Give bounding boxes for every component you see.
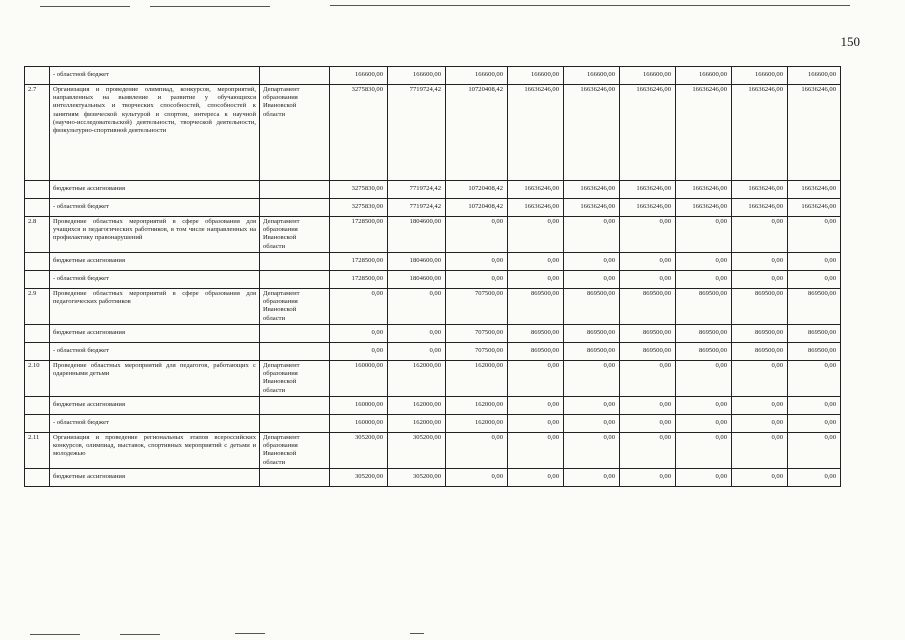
value-cell: 166600,00	[732, 67, 788, 85]
row-index	[25, 270, 50, 288]
value-cell: 0,00	[732, 360, 788, 396]
value-cell: 0,00	[564, 396, 620, 414]
value-cell: 0,00	[732, 252, 788, 270]
value-cell: 0,00	[508, 360, 564, 396]
row-name: бюджетные ассигнования	[50, 252, 260, 270]
row-department	[260, 342, 330, 360]
scan-artifact-bottom	[235, 633, 265, 634]
value-cell: 1728500,00	[330, 252, 388, 270]
table-row-main	[25, 432, 841, 468]
table-row-sub	[25, 181, 841, 199]
value-cell: 0,00	[388, 288, 446, 324]
value-cell: 0,00	[564, 360, 620, 396]
row-name: бюджетные ассигнования	[50, 181, 260, 199]
value-cell: 1728500,00	[330, 217, 388, 253]
value-cell: 0,00	[620, 217, 676, 253]
row-index	[25, 468, 50, 486]
value-cell: 0,00	[620, 360, 676, 396]
value-cell: 0,00	[732, 432, 788, 468]
value-cell: 16636246,00	[732, 85, 788, 181]
value-cell: 0,00	[508, 468, 564, 486]
value-cell: 707500,00	[446, 324, 508, 342]
row-name: бюджетные ассигнования	[50, 468, 260, 486]
value-cell: 0,00	[508, 396, 564, 414]
value-cell: 869500,00	[564, 288, 620, 324]
value-cell: 869500,00	[620, 342, 676, 360]
value-cell: 869500,00	[732, 324, 788, 342]
value-cell: 166600,00	[388, 67, 446, 85]
value-cell: 0,00	[446, 270, 508, 288]
row-index: 2.8	[25, 217, 50, 253]
value-cell: 1804600,00	[388, 270, 446, 288]
table-row-sub	[25, 199, 841, 217]
value-cell: 0,00	[330, 288, 388, 324]
value-cell: 0,00	[788, 396, 841, 414]
value-cell: 305200,00	[330, 468, 388, 486]
value-cell: 869500,00	[620, 324, 676, 342]
page-number: 150	[840, 34, 860, 49]
table-row-sub	[25, 324, 841, 342]
value-cell: 0,00	[676, 360, 732, 396]
value-cell: 16636246,00	[788, 85, 841, 181]
value-cell: 0,00	[788, 468, 841, 486]
value-cell: 0,00	[620, 432, 676, 468]
value-cell: 16636246,00	[676, 199, 732, 217]
value-cell: 0,00	[676, 414, 732, 432]
row-index: 2.10	[25, 360, 50, 396]
table-row-sub	[25, 252, 841, 270]
value-cell: 0,00	[388, 342, 446, 360]
scan-artifact-bottom	[30, 634, 80, 635]
row-department	[260, 396, 330, 414]
value-cell: 305200,00	[388, 468, 446, 486]
value-cell: 16636246,00	[732, 199, 788, 217]
value-cell: 0,00	[676, 252, 732, 270]
row-department	[260, 67, 330, 85]
row-name: бюджетные ассигнования	[50, 324, 260, 342]
value-cell: 0,00	[564, 414, 620, 432]
scan-artifact-bottom	[120, 634, 160, 635]
row-name: - областной бюджет	[50, 270, 260, 288]
value-cell: 0,00	[508, 414, 564, 432]
table-row-sub	[25, 414, 841, 432]
row-index	[25, 181, 50, 199]
value-cell: 0,00	[330, 324, 388, 342]
table-row-main	[25, 288, 841, 324]
value-cell: 869500,00	[676, 342, 732, 360]
value-cell: 869500,00	[508, 324, 564, 342]
value-cell: 3275830,00	[330, 181, 388, 199]
value-cell: 707500,00	[446, 342, 508, 360]
value-cell: 0,00	[446, 468, 508, 486]
row-index	[25, 67, 50, 85]
table-row-sub	[25, 342, 841, 360]
value-cell: 869500,00	[788, 288, 841, 324]
value-cell: 10720408,42	[446, 85, 508, 181]
value-cell: 0,00	[788, 432, 841, 468]
value-cell: 16636246,00	[564, 199, 620, 217]
value-cell: 7719724,42	[388, 199, 446, 217]
value-cell: 162000,00	[388, 414, 446, 432]
value-cell: 0,00	[620, 270, 676, 288]
value-cell: 0,00	[564, 432, 620, 468]
value-cell: 3275830,00	[330, 85, 388, 181]
row-department: Департамент образования Ивановской области	[260, 432, 330, 468]
row-department	[260, 324, 330, 342]
value-cell: 0,00	[788, 270, 841, 288]
row-name: Организация и проведение олимпиад, конкурсов, мероприятий, направленных на выявление и развитие у обучающихся интеллектуальных и творческих способностей, способностей к занятиям физической культурой и спортом, интереса к научной (научно-исследовательской) деятельности, творческой деятельности, физкультурно-спортивной деятельности	[50, 85, 260, 181]
value-cell: 0,00	[446, 252, 508, 270]
scan-artifact-top	[150, 6, 270, 7]
row-name: Проведение областных мероприятий для педагогов, работающих с одаренными детьми	[50, 360, 260, 396]
value-cell: 7719724,42	[388, 181, 446, 199]
value-cell: 0,00	[564, 468, 620, 486]
row-name: бюджетные ассигнования	[50, 396, 260, 414]
value-cell: 160000,00	[330, 360, 388, 396]
value-cell: 0,00	[388, 324, 446, 342]
row-department	[260, 199, 330, 217]
value-cell: 0,00	[564, 270, 620, 288]
value-cell: 16636246,00	[788, 199, 841, 217]
value-cell: 869500,00	[564, 324, 620, 342]
value-cell: 0,00	[732, 217, 788, 253]
value-cell: 869500,00	[620, 288, 676, 324]
scan-artifact-top	[40, 6, 130, 7]
row-department	[260, 252, 330, 270]
value-cell: 0,00	[788, 217, 841, 253]
table-row-main	[25, 217, 841, 253]
table-body	[25, 67, 841, 487]
value-cell: 166600,00	[676, 67, 732, 85]
value-cell: 869500,00	[676, 288, 732, 324]
value-cell: 0,00	[508, 270, 564, 288]
row-index: 2.11	[25, 432, 50, 468]
row-index: 2.9	[25, 288, 50, 324]
value-cell: 160000,00	[330, 396, 388, 414]
value-cell: 0,00	[732, 270, 788, 288]
value-cell: 0,00	[564, 217, 620, 253]
value-cell: 305200,00	[388, 432, 446, 468]
row-index	[25, 342, 50, 360]
row-index	[25, 414, 50, 432]
value-cell: 0,00	[446, 217, 508, 253]
value-cell: 7719724,42	[388, 85, 446, 181]
value-cell: 869500,00	[508, 342, 564, 360]
value-cell: 16636246,00	[788, 181, 841, 199]
value-cell: 162000,00	[388, 360, 446, 396]
value-cell: 0,00	[508, 432, 564, 468]
value-cell: 0,00	[676, 468, 732, 486]
value-cell: 16636246,00	[508, 85, 564, 181]
value-cell: 16636246,00	[564, 181, 620, 199]
scan-artifact-bottom	[410, 633, 424, 634]
row-name: - областной бюджет	[50, 414, 260, 432]
value-cell: 305200,00	[330, 432, 388, 468]
value-cell: 0,00	[620, 396, 676, 414]
value-cell: 0,00	[788, 360, 841, 396]
value-cell: 0,00	[620, 468, 676, 486]
value-cell: 166600,00	[330, 67, 388, 85]
value-cell: 1728500,00	[330, 270, 388, 288]
value-cell: 0,00	[676, 396, 732, 414]
value-cell: 16636246,00	[508, 181, 564, 199]
row-department: Департамент образования Ивановской области	[260, 360, 330, 396]
row-name: - областной бюджет	[50, 67, 260, 85]
value-cell: 0,00	[676, 270, 732, 288]
row-name: Проведение областных мероприятий в сфере образования для педагогических работников	[50, 288, 260, 324]
value-cell: 3275830,00	[330, 199, 388, 217]
table-row-main	[25, 85, 841, 181]
value-cell: 16636246,00	[732, 181, 788, 199]
row-index	[25, 199, 50, 217]
row-index	[25, 324, 50, 342]
value-cell: 0,00	[446, 432, 508, 468]
value-cell: 0,00	[676, 432, 732, 468]
value-cell: 869500,00	[788, 324, 841, 342]
value-cell: 166600,00	[446, 67, 508, 85]
row-name: Проведение областных мероприятий в сфере образования для учащихся и педагогических работников, в том числе направленных на профилактику правонарушений	[50, 217, 260, 253]
value-cell: 0,00	[732, 396, 788, 414]
value-cell: 0,00	[508, 252, 564, 270]
value-cell: 166600,00	[564, 67, 620, 85]
value-cell: 869500,00	[732, 342, 788, 360]
value-cell: 0,00	[620, 252, 676, 270]
row-department: Департамент образования Ивановской области	[260, 288, 330, 324]
table-row-sub	[25, 67, 841, 85]
value-cell: 160000,00	[330, 414, 388, 432]
value-cell: 1804600,00	[388, 217, 446, 253]
value-cell: 869500,00	[788, 342, 841, 360]
value-cell: 869500,00	[676, 324, 732, 342]
value-cell: 10720408,42	[446, 181, 508, 199]
value-cell: 0,00	[620, 414, 676, 432]
value-cell: 0,00	[788, 252, 841, 270]
value-cell: 869500,00	[732, 288, 788, 324]
value-cell: 166600,00	[620, 67, 676, 85]
value-cell: 166600,00	[508, 67, 564, 85]
value-cell: 162000,00	[446, 396, 508, 414]
row-department	[260, 414, 330, 432]
value-cell: 16636246,00	[620, 181, 676, 199]
table-row-sub	[25, 396, 841, 414]
row-index: 2.7	[25, 85, 50, 181]
row-department: Департамент образования Ивановской области	[260, 85, 330, 181]
value-cell: 162000,00	[446, 360, 508, 396]
row-index	[25, 396, 50, 414]
table-row-main	[25, 360, 841, 396]
value-cell: 162000,00	[388, 396, 446, 414]
value-cell: 0,00	[732, 468, 788, 486]
row-department: Департамент образования Ивановской области	[260, 217, 330, 253]
row-name: - областной бюджет	[50, 199, 260, 217]
value-cell: 869500,00	[508, 288, 564, 324]
row-department	[260, 468, 330, 486]
value-cell: 0,00	[676, 217, 732, 253]
value-cell: 16636246,00	[564, 85, 620, 181]
value-cell: 162000,00	[446, 414, 508, 432]
value-cell: 1804600,00	[388, 252, 446, 270]
value-cell: 869500,00	[564, 342, 620, 360]
value-cell: 0,00	[732, 414, 788, 432]
table-row-sub	[25, 270, 841, 288]
value-cell: 16636246,00	[676, 85, 732, 181]
row-department	[260, 181, 330, 199]
scan-artifact-top	[330, 5, 850, 6]
budget-table	[24, 66, 841, 487]
value-cell: 0,00	[508, 217, 564, 253]
row-name: - областной бюджет	[50, 342, 260, 360]
value-cell: 16636246,00	[620, 199, 676, 217]
value-cell: 16636246,00	[620, 85, 676, 181]
value-cell: 707500,00	[446, 288, 508, 324]
value-cell: 16636246,00	[508, 199, 564, 217]
row-department	[260, 270, 330, 288]
row-index	[25, 252, 50, 270]
value-cell: 0,00	[788, 414, 841, 432]
value-cell: 166600,00	[788, 67, 841, 85]
value-cell: 0,00	[564, 252, 620, 270]
value-cell: 10720408,42	[446, 199, 508, 217]
row-name: Организация и проведение региональных этапов всероссийских конкурсов, олимпиад, выставок, спортивных мероприятий с детьми и молодежью	[50, 432, 260, 468]
value-cell: 0,00	[330, 342, 388, 360]
value-cell: 16636246,00	[676, 181, 732, 199]
table-row-sub	[25, 468, 841, 486]
